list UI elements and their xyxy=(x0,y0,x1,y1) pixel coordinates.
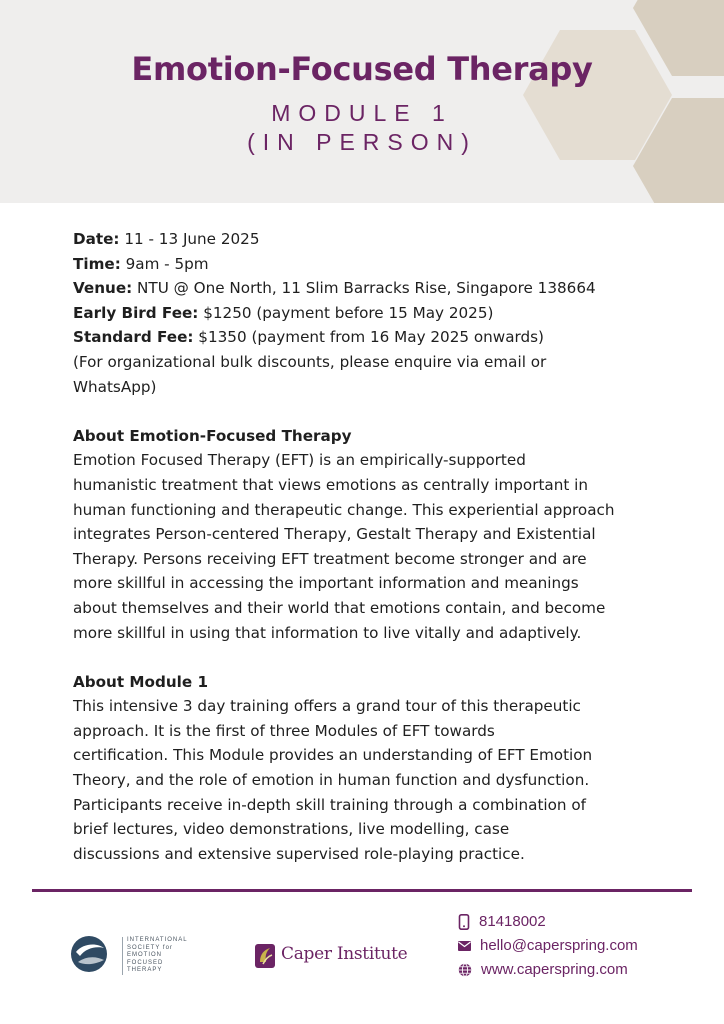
contact-email[interactable] xyxy=(458,937,638,954)
website-url: www.caperspring.com xyxy=(481,961,628,978)
iseft-text-line: SOCIETY for xyxy=(127,944,173,951)
about-eft-line: integrates Person-centered Therapy, Gestalt Therapy and Existential xyxy=(73,525,596,544)
header-banner xyxy=(0,0,724,203)
phone-number: 81418002 xyxy=(479,913,546,930)
about-module-line: Participants receive in-depth skill training through a combination of xyxy=(73,795,587,814)
iseft-logo-text xyxy=(122,937,207,975)
about-module-line: brief lectures, video demonstrations, live modelling, case xyxy=(73,820,510,839)
iseft-text-line: INTERNATIONAL xyxy=(127,937,188,943)
early-bird-value: $1250 (payment before 15 May 2025) xyxy=(198,303,494,322)
iseft-logo-icon xyxy=(70,934,110,974)
about-module-line: certification. This Module provides an understanding of EFT Emotion xyxy=(73,746,593,765)
venue-value: NTU @ One North, 11 Slim Barracks Rise, Singapore 138664 xyxy=(132,279,596,298)
bulk-note-line2: WhatsApp) xyxy=(73,377,157,396)
about-module-heading xyxy=(73,670,663,695)
time-value: 9am - 5pm xyxy=(120,254,209,273)
about-eft-line: human functioning and therapeutic change. This experiential approach xyxy=(73,500,615,519)
about-eft-heading xyxy=(73,424,663,449)
about-eft-line: Therapy. Persons receiving EFT treatment become stronger and are xyxy=(73,549,587,568)
date-label: Date: xyxy=(73,230,120,248)
early-bird-line xyxy=(73,301,663,326)
venue-line xyxy=(73,276,663,301)
date-line xyxy=(73,227,663,252)
venue-label: Venue: xyxy=(73,279,133,298)
about-eft-line: more skillful in using that information to live vitally and adaptively. xyxy=(73,623,582,642)
format-subtitle: (IN PERSON) xyxy=(247,129,477,155)
about-module-heading-text: About Module 1 xyxy=(73,672,209,691)
iseft-text-line: EMOTION xyxy=(127,952,162,959)
about-module-line: This intensive 3 day training offers a grand tour of this therapeutic xyxy=(73,697,581,716)
phone-icon xyxy=(458,914,470,930)
mail-icon xyxy=(458,941,471,951)
time-label: Time: xyxy=(73,254,121,273)
standard-fee-label: Standard Fee: xyxy=(73,328,194,347)
globe-icon xyxy=(458,963,472,977)
about-eft-line: Emotion Focused Therapy (EFT) is an empirically-supported xyxy=(73,451,526,470)
about-module-line: Theory, and the role of emotion in human function and dysfunction. xyxy=(73,771,590,790)
iseft-text-line: THERAPY xyxy=(127,967,163,974)
page-title: Emotion-Focused Therapy xyxy=(131,50,593,88)
about-eft-heading-text: About Emotion-Focused Therapy xyxy=(73,426,352,445)
about-module-line: approach. It is the first of three Modules of EFT towards xyxy=(73,721,495,740)
bulk-note-line1: (For organizational bulk discounts, please enquire via email or xyxy=(73,352,547,371)
iseft-text-line: FOCUSED xyxy=(127,959,164,966)
about-eft-line: humanistic treatment that views emotions as centrally important in xyxy=(73,475,588,494)
contact-website[interactable] xyxy=(458,961,628,978)
time-line xyxy=(73,252,663,277)
caper-institute-name: Caper Institute xyxy=(281,944,408,964)
date-value: 11 - 13 June 2025 xyxy=(119,230,260,248)
standard-fee-value: $1350 (payment from 16 May 2025 onwards) xyxy=(193,328,544,347)
contact-phone[interactable] xyxy=(458,913,546,930)
caper-logo-icon xyxy=(254,942,276,970)
about-eft-line: more skillful in accessing the important information and meanings xyxy=(73,574,579,593)
about-module-line: discussions and extensive supervised role-playing practice. xyxy=(73,844,525,863)
main-content xyxy=(73,227,663,866)
about-eft-line: about themselves and their world that emotions contain, and become xyxy=(73,598,606,617)
early-bird-label: Early Bird Fee: xyxy=(73,303,199,322)
footer-divider xyxy=(32,889,692,892)
standard-fee-line xyxy=(73,325,663,350)
module-subtitle: MODULE 1 xyxy=(271,100,453,126)
email-address: hello@caperspring.com xyxy=(480,937,638,954)
